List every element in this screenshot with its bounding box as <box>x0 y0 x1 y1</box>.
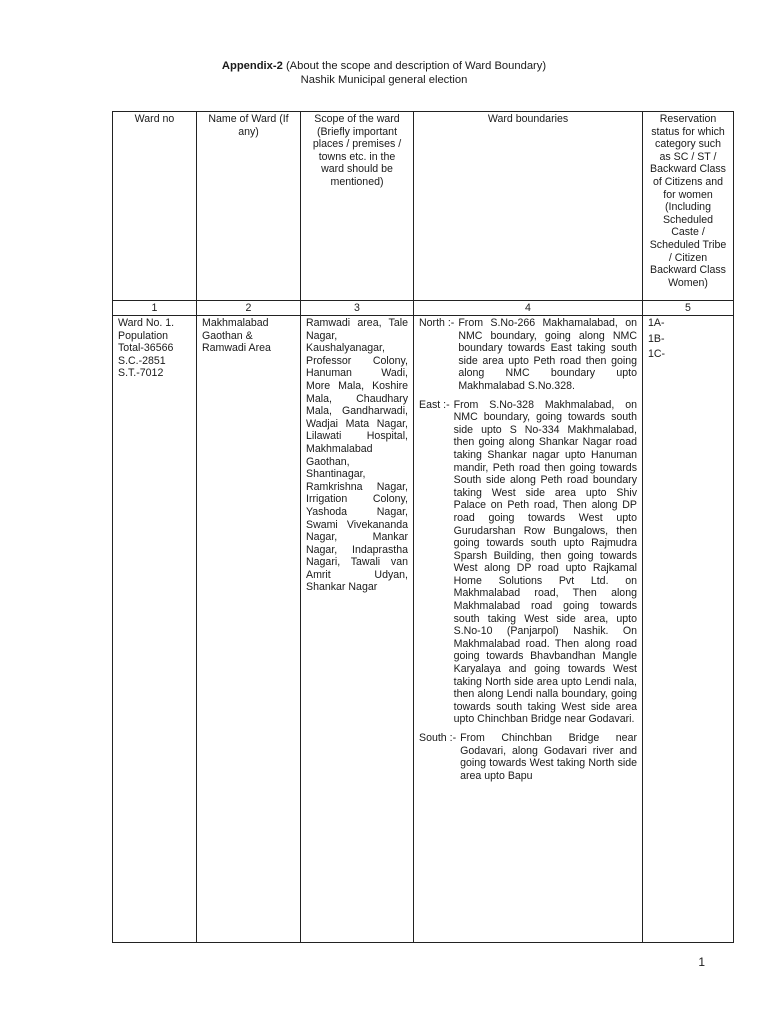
boundary-text: From S.No-328 Makhmalabad, on NMC boundary, going towards south side upto S No-334 Makhmalabad, then going along Shankar Nagar road taking Shankar nagar upto Hanuman mandir, Peth road then going towards South side along Peth road boundary taking West side area upto Shiv Palace on Peth road, Then along DP road going towards West upto Gurudarshan Row Bungalows, then going towards south upto Rajmudra Sparsh Building, then going towards West along DP road upto Rajkamal Home Solutions Pvt Ltd. on Makhmalabad road, Then along Makhmalabad road going towards south taking West side area, upto S.No-10 (Panjarpol) Nashik. On Makhmalabad road. Then along road going towards Bhavbandhan Mangle Karyalaya and going towards West taking North side area upto Lendi nala, then along Lendi nalla boundary, going towards south taking West side area upto Chinchban Bridge near Godavari. <box>453 398 637 726</box>
table-header-row <box>113 112 734 301</box>
ward-boundaries-cell <box>414 316 643 943</box>
boundary-text: From Chinchban Bridge near Godavari, along Godavari river and going towards West taking North side area upto Bapu <box>460 732 637 782</box>
col-number: 3 <box>301 301 414 316</box>
page-number: 1 <box>698 955 705 969</box>
ward-no-cell <box>113 316 197 943</box>
reservation-list <box>648 317 728 361</box>
document-header <box>0 59 768 87</box>
col-number: 2 <box>197 301 301 316</box>
col-header-boundaries: Ward boundaries <box>414 112 643 301</box>
boundary-south <box>419 732 637 782</box>
ward-number: Ward No. 1. <box>118 317 175 329</box>
boundary-north <box>419 317 637 393</box>
col-header-reservation: Reservation status for which category such as SC / ST / Backward Class of Citizens and for women (Including Scheduled Caste / Scheduled Tribe / Citizen Backward Class Women) <box>643 112 734 301</box>
reservation-item: 1B- <box>648 332 665 345</box>
ward-population: Population Total-36566 <box>118 329 174 355</box>
ward-boundary-table <box>112 111 734 943</box>
col-header-ward-no: Ward no <box>113 112 197 301</box>
ward-scope-cell <box>301 316 414 943</box>
reservation-item: 1C- <box>648 348 666 361</box>
ward-st: S.T.-7012 <box>118 367 164 380</box>
col-number: 4 <box>414 301 643 316</box>
column-number-row <box>113 301 734 316</box>
appendix-label: Appendix-2 <box>221 60 283 72</box>
boundary-label: East :- <box>419 398 450 411</box>
boundary-text: From S.No-266 Makhamalabad, on NMC boundary, going along NMC boundary towards East taking south side area upto Peth road then going along NMC boundary upto Makhmalabad S.No.328. <box>458 317 637 392</box>
table-row <box>113 316 734 943</box>
col-number: 5 <box>643 301 734 316</box>
boundary-label: North :- <box>419 317 455 329</box>
col-header-ward-name: Name of Ward (If any) <box>197 112 301 301</box>
ward-sc: S.C.-2851 <box>118 354 166 367</box>
header-subtitle: Nashik Municipal general election <box>300 74 468 86</box>
ward-scope: Ramwadi area, Tale Nagar, Kaushalyanagar, Professor Colony, Hanuman Wadi, More Mala, Koshire Mala, Chaudhary Mala, Gandharwadi, Wadjai Mata Nagar, Lilawati Hospital, Makhmalabad Gaothan, Shantinagar, Ramkrishna Nagar, Irrigation Colony, Yashoda Nagar, Swami Vivekananda Nagar, Mankar Nagar, Indaprastha Nagari, Tawali van Amrit Udyan, Shankar Nagar <box>306 317 408 594</box>
ward-name: Makhmalabad Gaothan & Ramwadi Area <box>202 317 271 355</box>
boundary-east <box>419 399 637 726</box>
ward-name-cell <box>197 316 301 943</box>
boundary-label: South :- <box>419 732 457 744</box>
reservation-cell <box>643 316 734 943</box>
reservation-item: 1A- <box>648 317 665 329</box>
col-number: 1 <box>113 301 197 316</box>
appendix-description: (About the scope and description of Ward Boundary) <box>285 60 547 72</box>
header-title-line <box>0 59 768 73</box>
col-header-scope: Scope of the ward (Briefly important places / premises / towns etc. in the ward should be mentioned) <box>301 112 414 301</box>
